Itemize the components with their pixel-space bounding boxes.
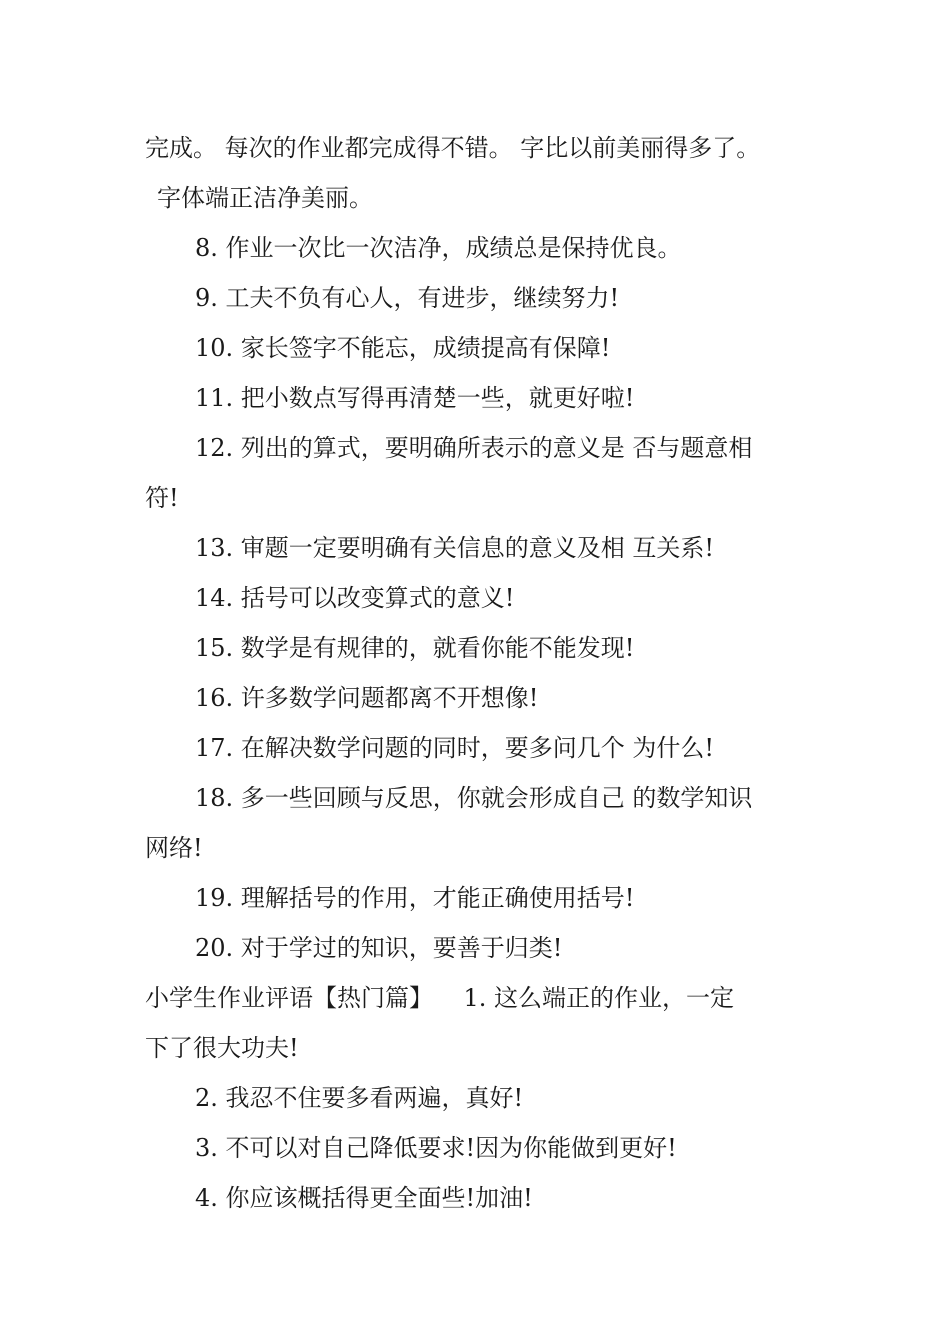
list-item: 3. 不可以对自己降低要求!因为你能做到更好!	[195, 1134, 677, 1162]
list-item: 8. 作业一次比一次洁净，成绩总是保持优良。	[195, 234, 682, 262]
list-item: 9. 工夫不负有心人，有进步，继续努力!	[195, 284, 620, 312]
list-item: 4. 你应该概括得更全面些!加油!	[195, 1184, 533, 1212]
list-item: 18. 多一些回顾与反思，你就会形成自己 的数学知识	[195, 784, 753, 812]
list-item: 11. 把小数点写得再清楚一些，就更好啦!	[195, 384, 635, 412]
text-line: 字体端正洁净美丽。	[157, 184, 373, 212]
list-item: 2. 我忍不住要多看两遍，真好!	[195, 1084, 524, 1112]
list-item: 16. 许多数学问题都离不开想像!	[195, 684, 539, 712]
text-line: 符!	[145, 484, 179, 512]
list-item: 14. 括号可以改变算式的意义!	[195, 584, 515, 612]
text-line: 网络!	[145, 834, 203, 862]
list-item: 13. 审题一定要明确有关信息的意义及相 互关系!	[195, 534, 715, 562]
section-heading-line: 小学生作业评语【热门篇】 1. 这么端正的作业，一定	[145, 984, 735, 1012]
list-item: 15. 数学是有规律的，就看你能不能发现!	[195, 634, 635, 662]
list-item: 10. 家长签字不能忘，成绩提高有保障!	[195, 334, 611, 362]
list-item: 17. 在解决数学问题的同时，要多问几个 为什么!	[195, 734, 715, 762]
text-line: 完成。 每次的作业都完成得不错。 字比以前美丽得多了。	[145, 134, 761, 162]
list-item: 20. 对于学过的知识，要善于归类!	[195, 934, 563, 962]
text-line: 下了很大功夫!	[145, 1034, 299, 1062]
list-item: 19. 理解括号的作用，才能正确使用括号!	[195, 884, 635, 912]
list-item: 12. 列出的算式，要明确所表示的意义是 否与题意相	[195, 434, 753, 462]
